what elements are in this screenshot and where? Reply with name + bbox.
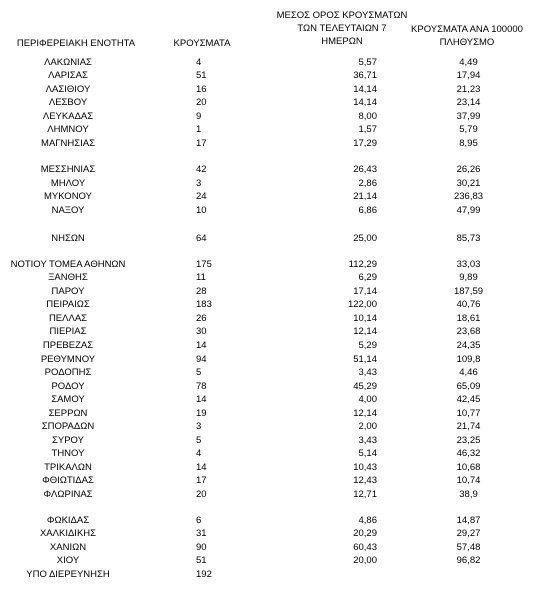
region-cell: ΣΥΡΟΥ [52, 435, 84, 446]
avg7-cell: 3,43 [358, 435, 377, 446]
avg7-cell: 2,00 [358, 421, 377, 432]
column-header-region: ΠΕΡΙΦΕΡΕΙΑΚΗ ΕΝΟΤΗΤΑ [16, 38, 136, 49]
region-cell: ΤΡΙΚΑΛΩΝ [44, 462, 92, 473]
avg7-cell: 51,14 [353, 354, 377, 365]
column-header-cases: ΚΡΟΥΣΜΑΤΑ [173, 38, 231, 49]
region-cell: ΛΑΡΙΣΑΣ [48, 70, 88, 81]
avg7-cell: 112,29 [348, 259, 377, 270]
per100k-cell: 5,79 [459, 124, 478, 135]
region-cell: ΡΟΔΟΥ [51, 381, 85, 392]
cases-cell: 17 [196, 475, 207, 486]
table-row [0, 123, 536, 136]
region-cell: ΠΕΛΛΑΣ [48, 313, 88, 324]
per100k-cell: 33,03 [456, 259, 481, 270]
avg7-cell: 5,14 [358, 448, 377, 459]
cases-cell: 51 [196, 555, 207, 566]
per100k-cell: 10,77 [456, 408, 481, 419]
region-cell: ΦΘΙΩΤΙΔΑΣ [42, 475, 94, 486]
avg7-cell: 10,14 [353, 313, 377, 324]
per100k-cell: 9,89 [459, 272, 478, 283]
avg7-cell: 3,43 [358, 367, 377, 378]
cases-cell: 94 [196, 354, 207, 365]
region-cell: ΣΠΟΡΑΔΩΝ [41, 421, 95, 432]
cases-cell: 183 [196, 299, 212, 310]
cases-cell: 64 [196, 233, 207, 244]
cases-cell: 3 [196, 421, 202, 432]
avg7-cell: 12,71 [353, 489, 377, 500]
avg7-cell: 36,71 [353, 70, 377, 81]
cases-cell: 26 [196, 313, 207, 324]
per100k-cell: 40,76 [456, 299, 481, 310]
table-row [0, 488, 536, 501]
table-row [0, 69, 536, 82]
cases-cell: 14 [196, 394, 207, 405]
avg7-cell: 25,00 [353, 233, 377, 244]
region-cell: ΛΗΜΝΟΥ [47, 124, 89, 135]
region-cell: ΧΑΝΙΩΝ [49, 542, 87, 553]
table-row [0, 554, 536, 567]
per100k-cell: 10,68 [456, 462, 481, 473]
region-cell: ΜΕΣΣΗΝΙΑΣ [40, 164, 96, 175]
avg7-cell: 6,86 [358, 205, 377, 216]
cases-cell: 30 [196, 326, 207, 337]
region-cell: ΝΟΤΙΟΥ ΤΟΜΕΑ ΑΘΗΝΩΝ [10, 259, 126, 270]
region-cell: ΧΑΛΚΙΔΙΚΗΣ [39, 528, 97, 539]
avg7-cell: 122,00 [347, 299, 377, 310]
avg7-cell: 8,00 [358, 111, 377, 122]
avg7-cell: 21,14 [353, 191, 377, 202]
region-cell: ΜΗΛΟΥ [50, 178, 86, 189]
table-row [0, 568, 536, 581]
per100k-cell: 109,8 [456, 354, 481, 365]
cases-cell: 20 [196, 489, 207, 500]
region-cell: ΧΙΟΥ [56, 555, 80, 566]
avg7-cell: 17,29 [353, 138, 377, 149]
column-header-avg7-line1: ΜΕΣΟΣ ΟΡΟΣ ΚΡΟΥΣΜΑΤΩΝ [276, 10, 408, 21]
table-row [0, 366, 536, 379]
cases-cell: 192 [196, 569, 212, 580]
per100k-cell: 10,74 [456, 475, 481, 486]
cases-cell: 16 [196, 84, 207, 95]
table-row [0, 393, 536, 406]
table-row [0, 137, 536, 150]
avg7-cell: 12,43 [353, 475, 377, 486]
table-row [0, 96, 536, 109]
column-header-avg7-line2: ΤΩΝ ΤΕΛΕΥΤΑΙΩΝ 7 [297, 23, 387, 34]
table-row [0, 447, 536, 460]
region-cell: ΠΙΕΡΙΑΣ [49, 326, 87, 337]
per100k-cell: 38,9 [459, 489, 478, 500]
per100k-cell: 42,45 [456, 394, 481, 405]
cases-cell: 6 [196, 515, 202, 526]
cases-cell: 11 [196, 272, 206, 283]
region-cell: ΛΑΚΩΝΙΑΣ [44, 57, 92, 68]
region-cell: ΥΠΟ ΔΙΕΡΕΥΝΗΣΗ [26, 569, 110, 580]
region-cell: ΦΛΩΡΙΝΑΣ [43, 489, 93, 500]
column-header-per100k-line1: ΚΡΟΥΣΜΑΤΑ ΑΝΑ 100000 [411, 24, 523, 35]
per100k-cell: 17,94 [456, 70, 481, 81]
avg7-cell: 4,86 [358, 515, 377, 526]
avg7-cell: 14,14 [353, 84, 377, 95]
cases-cell: 3 [196, 178, 202, 189]
avg7-cell: 10,43 [353, 462, 377, 473]
per100k-cell: 29,27 [456, 528, 481, 539]
per100k-cell: 96,82 [456, 555, 481, 566]
per100k-cell: 8,95 [459, 138, 478, 149]
cases-cell: 51 [196, 70, 207, 81]
cases-cell: 24 [196, 191, 207, 202]
avg7-cell: 60,43 [353, 542, 377, 553]
region-cell: ΛΑΣΙΘΙΟΥ [45, 84, 91, 95]
cases-cell: 90 [196, 542, 207, 553]
table-row [0, 232, 536, 245]
cases-cell: 4 [196, 448, 202, 459]
avg7-cell: 5,57 [358, 57, 377, 68]
region-cell: ΣΑΜΟΥ [51, 394, 85, 405]
cases-cell: 19 [196, 408, 207, 419]
avg7-cell: 20,00 [353, 555, 377, 566]
cases-cell: 28 [196, 286, 207, 297]
cases-cell: 10 [196, 205, 207, 216]
avg7-cell: 1,57 [358, 124, 377, 135]
table-row [0, 204, 536, 217]
region-cell: ΤΗΝΟΥ [51, 448, 85, 459]
table-row [0, 325, 536, 338]
avg7-cell: 2,86 [358, 178, 377, 189]
avg7-cell: 17,14 [353, 286, 377, 297]
table-row [0, 190, 536, 203]
region-cell: ΡΟΔΟΠΗΣ [44, 367, 92, 378]
region-cell: ΠΑΡΟΥ [51, 286, 85, 297]
region-cell: ΡΕΘΥΜΝΟΥ [40, 354, 96, 365]
table-row [0, 420, 536, 433]
cases-cell: 175 [196, 259, 212, 270]
cases-cell: 4 [196, 57, 202, 68]
avg7-cell: 45,29 [353, 381, 377, 392]
per100k-cell: 236,83 [453, 191, 484, 202]
avg7-cell: 5,29 [358, 340, 377, 351]
per100k-cell: 24,35 [456, 340, 481, 351]
per100k-cell: 57,48 [456, 542, 481, 553]
per100k-cell: 65,09 [456, 381, 481, 392]
per100k-cell: 23,25 [456, 435, 481, 446]
per100k-cell: 4,46 [459, 367, 478, 378]
per100k-cell: 187,59 [453, 286, 484, 297]
region-cell: ΜΥΚΟΝΟΥ [44, 191, 92, 202]
region-cell: ΞΑΝΘΗΣ [48, 272, 88, 283]
region-cell: ΠΕΙΡΑΙΩΣ [46, 299, 90, 310]
per100k-cell: 21,74 [456, 421, 481, 432]
column-header-per100k [398, 23, 536, 49]
region-cell: ΝΗΣΩΝ [51, 233, 85, 244]
region-cell: ΝΑΞΟΥ [51, 205, 85, 216]
avg7-cell: 14,14 [353, 97, 377, 108]
cases-cell: 5 [196, 367, 202, 378]
region-cell: ΜΑΓΝΗΣΙΑΣ [41, 138, 95, 149]
table-row [0, 298, 536, 311]
per100k-cell: 4,49 [459, 57, 478, 68]
region-cell: ΦΩΚΙΔΑΣ [46, 515, 90, 526]
avg7-cell: 6,29 [358, 272, 377, 283]
per100k-cell: 23,68 [456, 326, 481, 337]
avg7-cell: 20,29 [353, 528, 377, 539]
table-row [0, 474, 536, 487]
per100k-cell: 47,99 [456, 205, 481, 216]
per100k-cell: 30,21 [456, 178, 481, 189]
cases-cell: 14 [196, 462, 207, 473]
cases-cell: 5 [196, 435, 202, 446]
per100k-cell: 18,61 [456, 313, 481, 324]
per100k-cell: 14,87 [456, 515, 481, 526]
per100k-cell: 37,99 [456, 111, 481, 122]
per100k-cell: 26,26 [456, 164, 481, 175]
per100k-cell: 85,73 [456, 233, 481, 244]
cases-cell: 14 [196, 340, 207, 351]
avg7-cell: 26,43 [353, 164, 377, 175]
cases-cell: 42 [196, 164, 207, 175]
column-header-avg7-line3: ΗΜΕΡΩΝ [321, 36, 363, 47]
table-row [0, 271, 536, 284]
cases-cell: 31 [196, 528, 207, 539]
region-cell: ΣΕΡΡΩΝ [48, 408, 88, 419]
column-header-per100k-line2: ΠΛΗΘΥΣΜΟ [439, 37, 495, 48]
avg7-cell: 4,00 [358, 394, 377, 405]
table-row [0, 339, 536, 352]
region-cell: ΠΡΕΒΕΖΑΣ [42, 340, 94, 351]
avg7-cell: 12,14 [353, 408, 377, 419]
per100k-cell: 46,32 [456, 448, 481, 459]
cases-cell: 9 [196, 111, 202, 122]
table-row [0, 163, 536, 176]
cases-cell: 78 [196, 381, 207, 392]
cases-cell: 20 [196, 97, 207, 108]
table-row [0, 527, 536, 540]
cases-cell: 17 [196, 138, 207, 149]
region-cell: ΛΕΣΒΟΥ [48, 97, 88, 108]
avg7-cell: 12,14 [353, 326, 377, 337]
region-cell: ΛΕΥΚΑΔΑΣ [42, 111, 94, 122]
cases-cell: 1 [196, 124, 202, 135]
per100k-cell: 23,14 [456, 97, 481, 108]
per100k-cell: 21,23 [456, 84, 481, 95]
